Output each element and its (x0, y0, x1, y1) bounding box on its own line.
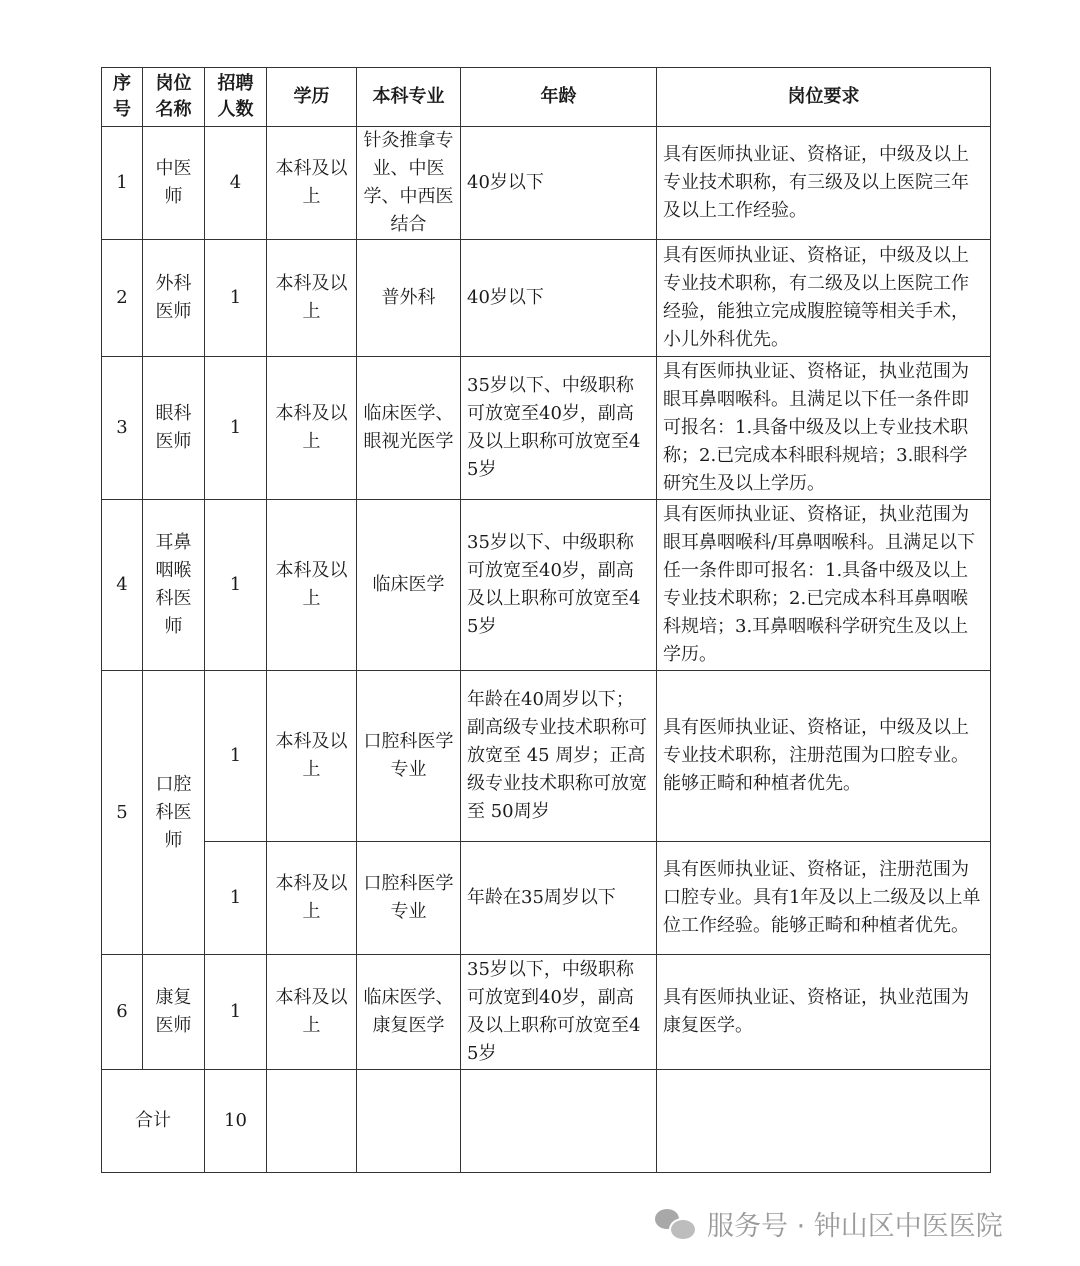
table-row (102, 357, 991, 500)
cell-education: 本科及以上 (267, 240, 357, 357)
table-total-row (102, 1070, 991, 1173)
table-header-row (102, 68, 991, 127)
header-count: 招聘人数 (205, 68, 267, 127)
total-label: 合计 (102, 1070, 205, 1173)
cell-requirements: 具有医师执业证、资格证，执业范围为眼耳鼻咽喉科/耳鼻咽喉科。且满足以下任一条件即可报名：1.具备中级及以上专业技术职称；2.已完成本科耳鼻咽喉科规培；3.耳鼻咽喉科学研究生及以上学历。 (657, 500, 991, 671)
watermark (655, 1203, 1055, 1243)
cell-position: 中医师 (143, 127, 205, 240)
cell-age: 年龄在40周岁以下；副高级专业技术职称可放宽至 45 周岁；正高级专业技术职称可放宽至 50周岁 (461, 671, 657, 842)
cell-education: 本科及以上 (267, 357, 357, 500)
cell-major: 临床医学 (357, 500, 461, 671)
header-education: 学历 (267, 68, 357, 127)
table-row (102, 240, 991, 357)
header-seq: 序号 (102, 68, 143, 127)
cell-seq: 6 (102, 955, 143, 1070)
table-row (102, 500, 991, 671)
cell-count: 1 (205, 955, 267, 1070)
header-major: 本科专业 (357, 68, 461, 127)
cell-education: 本科及以上 (267, 500, 357, 671)
empty-cell (357, 1070, 461, 1173)
header-position: 岗位名称 (143, 68, 205, 127)
cell-major: 口腔科医学专业 (357, 671, 461, 842)
table-row (102, 842, 991, 955)
cell-requirements: 具有医师执业证、资格证，中级及以上专业技术职称，有二级及以上医院工作经验，能独立完成腹腔镜等相关手术，小儿外科优先。 (657, 240, 991, 357)
cell-count: 1 (205, 500, 267, 671)
total-count: 10 (205, 1070, 267, 1173)
cell-requirements: 具有医师执业证、资格证，中级及以上专业技术职称，注册范围为口腔专业。能够正畸和种植者优先。 (657, 671, 991, 842)
cell-major: 临床医学、眼视光医学 (357, 357, 461, 500)
watermark-text: 服务号 · 钟山区中医医院 (707, 1210, 1003, 1242)
cell-major: 口腔科医学专业 (357, 842, 461, 955)
cell-age: 35岁以下、中级职称可放宽至40岁，副高及以上职称可放宽至45岁 (461, 357, 657, 500)
cell-position: 耳鼻咽喉科医师 (143, 500, 205, 671)
cell-major: 普外科 (357, 240, 461, 357)
cell-age: 40岁以下 (461, 240, 657, 357)
table-row (102, 127, 991, 240)
cell-education: 本科及以上 (267, 671, 357, 842)
cell-education: 本科及以上 (267, 842, 357, 955)
table-row (102, 671, 991, 842)
cell-count: 1 (205, 671, 267, 842)
cell-requirements: 具有医师执业证、资格证，执业范围为康复医学。 (657, 955, 991, 1070)
empty-cell (657, 1070, 991, 1173)
cell-count: 4 (205, 127, 267, 240)
cell-position: 外科医师 (143, 240, 205, 357)
cell-requirements: 具有医师执业证、资格证，中级及以上专业技术职称，有三级及以上医院三年及以上工作经验。 (657, 127, 991, 240)
cell-seq: 2 (102, 240, 143, 357)
cell-seq: 5 (102, 671, 143, 955)
cell-major: 临床医学、康复医学 (357, 955, 461, 1070)
cell-age: 35岁以下、中级职称可放宽至40岁，副高及以上职称可放宽至45岁 (461, 500, 657, 671)
cell-count: 1 (205, 842, 267, 955)
cell-age: 年龄在35周岁以下 (461, 842, 657, 955)
cell-requirements: 具有医师执业证、资格证，注册范围为口腔专业。具有1年及以上二级及以上单位工作经验。能够正畸和种植者优先。 (657, 842, 991, 955)
cell-seq: 3 (102, 357, 143, 500)
header-requirements: 岗位要求 (657, 68, 991, 127)
cell-age: 40岁以下 (461, 127, 657, 240)
cell-position: 口腔科医师 (143, 671, 205, 955)
cell-education: 本科及以上 (267, 955, 357, 1070)
cell-seq: 1 (102, 127, 143, 240)
cell-major: 针灸推拿专业、中医学、中西医结合 (357, 127, 461, 240)
cell-position: 康复医师 (143, 955, 205, 1070)
cell-seq: 4 (102, 500, 143, 671)
header-age: 年龄 (461, 68, 657, 127)
empty-cell (267, 1070, 357, 1173)
cell-count: 1 (205, 357, 267, 500)
cell-requirements: 具有医师执业证、资格证，执业范围为眼耳鼻咽喉科。且满足以下任一条件即可报名：1.具备中级及以上专业技术职称；2.已完成本科眼科规培；3.眼科学研究生及以上学历。 (657, 357, 991, 500)
cell-position: 眼科医师 (143, 357, 205, 500)
empty-cell (461, 1070, 657, 1173)
recruitment-table (101, 67, 991, 1173)
cell-age: 35岁以下，中级职称可放宽到40岁，副高及以上职称可放宽至45岁 (461, 955, 657, 1070)
cell-education: 本科及以上 (267, 127, 357, 240)
wechat-icon (655, 1207, 695, 1239)
cell-count: 1 (205, 240, 267, 357)
table-row (102, 955, 991, 1070)
